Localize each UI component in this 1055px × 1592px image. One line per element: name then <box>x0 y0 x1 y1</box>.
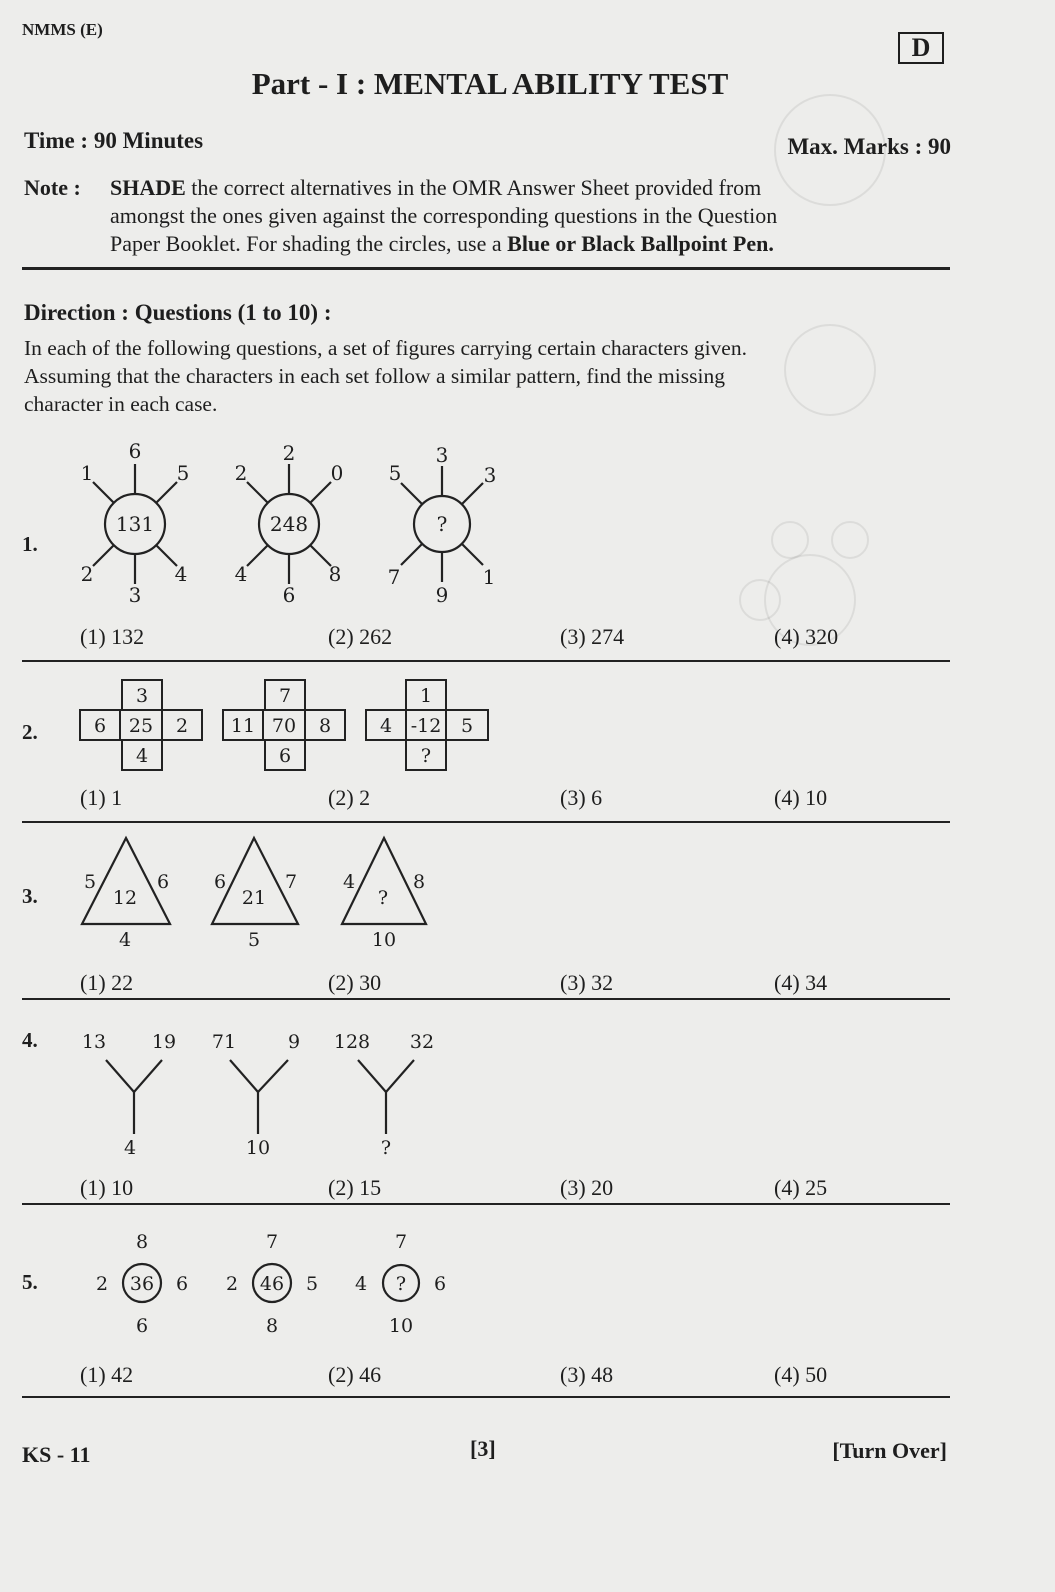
q2-f2-bottom: 6 <box>278 745 292 767</box>
direction-line3: character in each case. <box>24 392 218 416</box>
q2-f2-right: 8 <box>318 715 332 737</box>
q5-f2-left: 2 <box>225 1273 239 1295</box>
q3-f1-right: 6 <box>156 871 170 893</box>
q1-f3-bottom-right: 1 <box>482 565 496 589</box>
q1-f3-center: ? <box>436 512 448 536</box>
direction-line2: Assuming that the characters in each set follow a similar pattern, find the missing <box>24 364 725 388</box>
q2-f1-right: 2 <box>175 715 189 737</box>
q5-rule <box>22 1396 950 1398</box>
q2-f1-center: 25 <box>128 715 154 737</box>
exam-code: NMMS (E) <box>22 20 103 39</box>
q4-f3-right: 32 <box>409 1031 435 1053</box>
q3-f2-right: 7 <box>284 871 298 893</box>
q5-option-1[interactable]: (1) 42 <box>80 1362 134 1387</box>
q1-f1-bottom-left: 2 <box>80 562 94 586</box>
note-line2: amongst the ones given against the corresponding questions in the Question <box>110 203 778 228</box>
question-3-number: 3. <box>22 884 38 908</box>
q2-f1-bottom: 4 <box>135 745 149 767</box>
note-line3: Paper Booklet. For shading the circles, use a <box>110 231 508 256</box>
q4-f1-right: 19 <box>151 1031 177 1053</box>
q1-f3-bottom-left: 7 <box>387 565 401 589</box>
page-title: Part - I : MENTAL ABILITY TEST <box>251 66 729 101</box>
q2-f1-left: 6 <box>93 715 107 737</box>
q5-f3-center: ? <box>395 1273 407 1295</box>
q5-f3-top: 7 <box>394 1231 408 1253</box>
q4-f3-bottom: ? <box>380 1137 392 1159</box>
q2-option-2[interactable]: (2) 2 <box>328 785 371 810</box>
q1-f3-top-right: 3 <box>483 463 497 487</box>
q5-f2-center: 46 <box>259 1273 285 1295</box>
q2-option-1[interactable]: (1) 1 <box>80 785 123 810</box>
q5-f2-top: 7 <box>265 1231 279 1253</box>
q1-f2-top-left: 2 <box>234 461 248 485</box>
q3-option-2[interactable]: (2) 30 <box>328 970 382 995</box>
q1-f1-bottom-right: 4 <box>174 562 188 586</box>
q2-f2-top: 7 <box>278 685 292 707</box>
q3-option-4[interactable]: (4) 34 <box>774 970 828 995</box>
note-pen: Blue or Black Ballpoint Pen. <box>507 231 774 256</box>
q1-f2-top-right: 0 <box>330 461 344 485</box>
q5-f1-center: 36 <box>129 1273 155 1295</box>
q1-f2-bottom-right: 8 <box>328 562 342 586</box>
question-5-number: 5. <box>22 1270 38 1294</box>
q5-f2-bottom: 8 <box>265 1315 279 1337</box>
question-5-figures <box>84 1226 464 1342</box>
q1-f2-center: 248 <box>269 512 309 536</box>
q4-option-1[interactable]: (1) 10 <box>80 1175 134 1200</box>
q1-f1-top-left: 1 <box>80 461 94 485</box>
q1-f3-bottom: 9 <box>435 583 449 607</box>
set-letter-box: D <box>898 32 944 64</box>
q5-option-4[interactable]: (4) 50 <box>774 1362 828 1387</box>
q4-option-3[interactable]: (3) 20 <box>560 1175 614 1200</box>
question-4-figures <box>76 1024 456 1164</box>
q3-option-1[interactable]: (1) 22 <box>80 970 134 995</box>
q1-f1-center: 131 <box>115 512 155 536</box>
q1-f3-top-left: 5 <box>388 461 402 485</box>
q3-f2-left: 6 <box>213 871 227 893</box>
time-label: Time : 90 Minutes <box>24 128 204 153</box>
q5-f3-right: 6 <box>433 1273 447 1295</box>
q1-option-4[interactable]: (4) 320 <box>774 624 839 649</box>
question-2-number: 2. <box>22 720 38 744</box>
q2-option-4[interactable]: (4) 10 <box>774 785 828 810</box>
q4-option-2[interactable]: (2) 15 <box>328 1175 382 1200</box>
q4-f2-right: 9 <box>287 1031 301 1053</box>
q4-option-4[interactable]: (4) 25 <box>774 1175 828 1200</box>
q1-f1-bottom: 3 <box>128 583 142 607</box>
q3-f1-center: 12 <box>112 887 138 909</box>
q1-f2-bottom: 6 <box>282 583 296 607</box>
q5-f3-bottom: 10 <box>388 1315 414 1337</box>
q5-f3-left: 4 <box>354 1273 368 1295</box>
page-number: [3] <box>470 1436 496 1461</box>
q3-f3-right: 8 <box>412 871 426 893</box>
q4-f3-left: 128 <box>333 1031 371 1053</box>
q5-f1-left: 2 <box>95 1273 109 1295</box>
q4-f2-left: 71 <box>211 1031 237 1053</box>
q1-option-3[interactable]: (3) 274 <box>560 624 625 649</box>
q3-option-3[interactable]: (3) 32 <box>560 970 614 995</box>
direction-heading: Direction : Questions (1 to 10) : <box>24 300 332 325</box>
question-3-figures <box>76 832 456 958</box>
q3-f3-bottom: 10 <box>371 929 397 951</box>
q4-f1-left: 13 <box>81 1031 107 1053</box>
q3-f1-left: 5 <box>83 871 97 893</box>
q2-f3-bottom: ? <box>420 745 432 767</box>
footer-left: KS - 11 <box>22 1442 91 1467</box>
q1-f3-top: 3 <box>435 443 449 467</box>
q5-f1-top: 8 <box>135 1231 149 1253</box>
q3-f3-left: 4 <box>342 871 356 893</box>
q2-f3-right: 5 <box>460 715 474 737</box>
q3-f2-center: 21 <box>241 887 267 909</box>
q2-f2-left: 11 <box>230 715 256 737</box>
max-marks-label: Max. Marks : 90 <box>787 134 951 159</box>
show-through-marks <box>700 40 960 660</box>
q2-option-3[interactable]: (3) 6 <box>560 785 603 810</box>
q2-f3-left: 4 <box>379 715 393 737</box>
q5-option-3[interactable]: (3) 48 <box>560 1362 614 1387</box>
q3-f1-bottom: 4 <box>118 929 132 951</box>
q2-f2-center: 70 <box>271 715 297 737</box>
question-1-number: 1. <box>22 532 38 556</box>
direction-text <box>24 334 747 418</box>
q3-f2-bottom: 5 <box>247 929 261 951</box>
q1-option-1[interactable]: (1) 132 <box>80 624 145 649</box>
q1-f1-top: 6 <box>128 439 142 463</box>
note-shade: SHADE <box>110 175 186 200</box>
q4-f1-bottom: 4 <box>123 1137 137 1159</box>
q1-f2-bottom-left: 4 <box>234 562 248 586</box>
q5-option-2[interactable]: (2) 46 <box>328 1362 382 1387</box>
question-1-figures <box>60 436 530 612</box>
q1-option-2[interactable]: (2) 262 <box>328 624 393 649</box>
q5-f1-bottom: 6 <box>135 1315 149 1337</box>
note-line1: the correct alternatives in the OMR Answer Sheet provided from <box>185 175 762 200</box>
q2-f3-center: -12 <box>410 715 442 737</box>
question-4-number: 4. <box>22 1028 38 1052</box>
q1-f2-top: 2 <box>282 441 296 465</box>
direction-line1: In each of the following questions, a set of figures carrying certain characters given. <box>24 336 747 360</box>
q1-f1-top-right: 5 <box>176 461 190 485</box>
q5-f2-right: 5 <box>305 1273 319 1295</box>
q3-rule <box>22 998 950 1000</box>
q2-f1-top: 3 <box>135 685 149 707</box>
q4-rule <box>22 1203 950 1205</box>
q4-f2-bottom: 10 <box>245 1137 271 1159</box>
q1-rule <box>22 660 950 662</box>
q2-f3-top: 1 <box>419 685 433 707</box>
turn-over: [Turn Over] <box>832 1438 947 1463</box>
note-label: Note : <box>24 175 81 200</box>
q3-f3-center: ? <box>377 887 389 909</box>
q5-f1-right: 6 <box>175 1273 189 1295</box>
question-2-figures <box>76 676 496 776</box>
q2-rule <box>22 821 950 823</box>
